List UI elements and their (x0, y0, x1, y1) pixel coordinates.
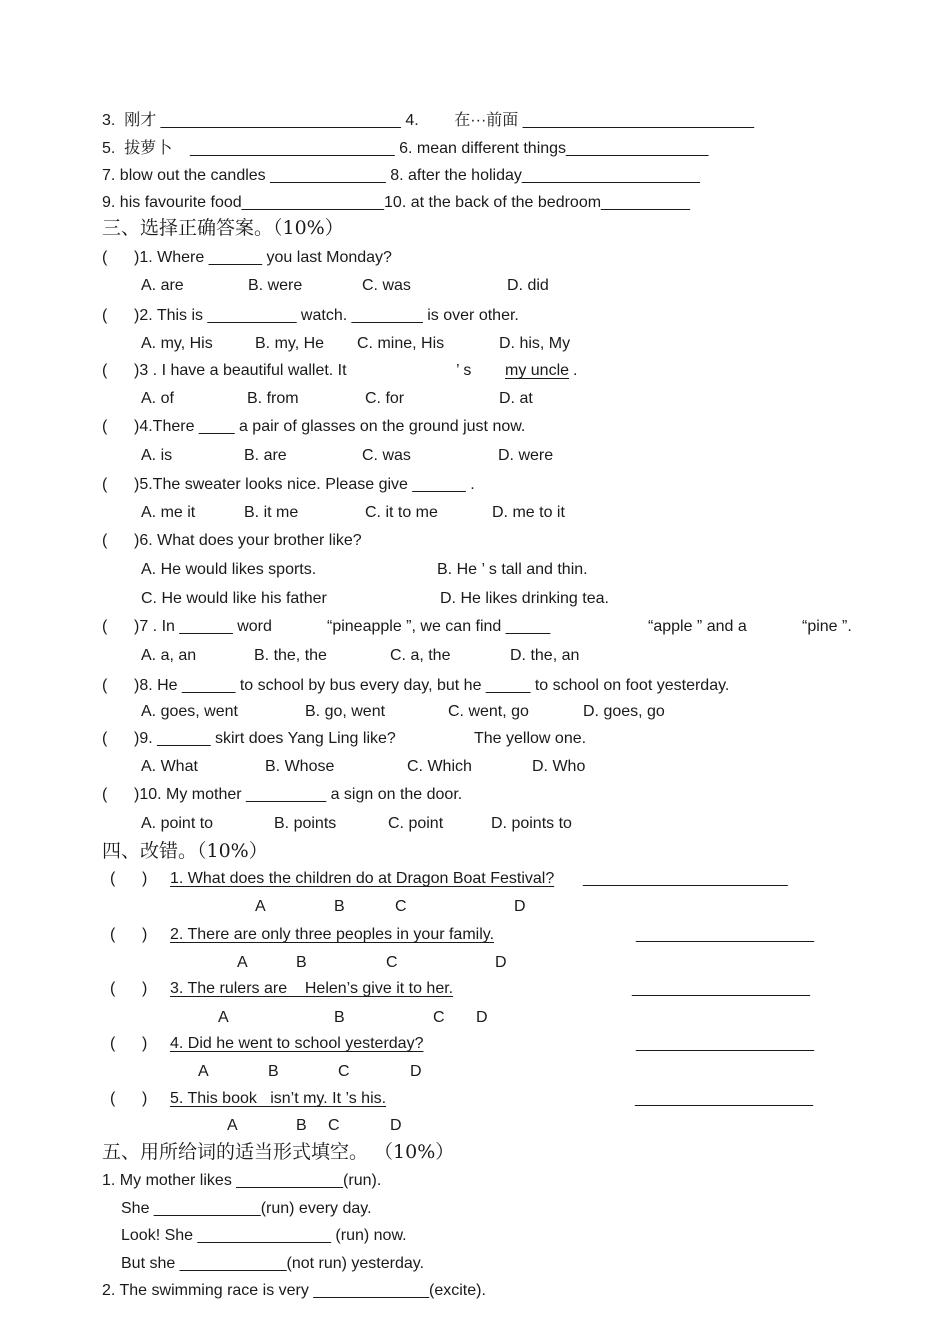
q8-option-c: C. went, go (448, 703, 529, 720)
vocab-line-3-4: 3. 刚才 ___________________________ 4. 在···前面 __________________________ (102, 112, 755, 129)
q9-option-d: D. Who (532, 758, 586, 775)
err1-letter-a: A (255, 898, 266, 915)
err5-letter-d: D (390, 1117, 402, 1134)
q9-stem-extra: The yellow one. (474, 730, 587, 747)
q7-stem-part4: “pine ”. (802, 618, 852, 635)
err5-letter-a: A (227, 1117, 238, 1134)
err3-answer-blank: ____________________ (632, 980, 810, 997)
q9-option-c: C. Which (407, 758, 472, 775)
err4-answer-blank: ____________________ (636, 1035, 814, 1052)
err5-letter-b: B (296, 1117, 307, 1134)
err1-sentence: 1. What does the children do at Dragon Boat Festival? (170, 870, 555, 887)
err4-paren: ( ) (110, 1035, 148, 1052)
q8-stem: ( )8. He ______ to school by bus every day, but he _____ to school on foot yesterday. (102, 677, 730, 694)
q7-stem-part1: ( )7 . In ______ word (102, 618, 272, 635)
q3-stem-prefix: ( )3 . I have a beautiful wallet. It (102, 362, 347, 379)
fill-line-3: Look! She _______________ (run) now. (121, 1227, 407, 1244)
vocab-line-9-10: 9. his favourite food________________10. at the back of the bedroom__________ (102, 194, 691, 211)
err5-sentence: 5. This book isn’t my. It ’s his. (170, 1090, 387, 1107)
q1-option-a: A. are (141, 277, 184, 294)
err3-letter-c: C (433, 1009, 445, 1026)
q7-stem-part2: “pineapple ”, we can find _____ (327, 618, 551, 635)
q2-stem: ( )2. This is __________ watch. ________ is over other. (102, 307, 519, 324)
q5-option-b: B. it me (244, 504, 299, 521)
q4-option-c: C. was (362, 447, 411, 464)
err3-letter-d: D (476, 1009, 488, 1026)
fill-line-1: 1. My mother likes ____________(run). (102, 1172, 382, 1189)
q8-option-a: A. goes, went (141, 703, 238, 720)
err2-answer-blank: ____________________ (636, 926, 814, 943)
q3-option-c: C. for (365, 390, 405, 407)
err3-letter-a: A (218, 1009, 229, 1026)
q6-stem: ( )6. What does your brother like? (102, 532, 362, 549)
err5-letter-c: C (328, 1117, 340, 1134)
err1-letter-d: D (514, 898, 526, 915)
q2-option-d: D. his, My (499, 335, 571, 352)
err1-paren: ( ) (110, 870, 148, 887)
q10-option-d: D. points to (491, 815, 572, 832)
q7-stem-part3: “apple ” and a (648, 618, 747, 635)
q6-option-d: D. He likes drinking tea. (440, 590, 609, 607)
fill-line-4: But she ____________(not run) yesterday. (121, 1255, 425, 1272)
q3-option-a: A. of (141, 390, 174, 407)
err2-letter-b: B (296, 954, 307, 971)
err5-answer-blank: ____________________ (635, 1090, 813, 1107)
q7-option-a: A. a, an (141, 647, 197, 664)
q5-stem: ( )5.The sweater looks nice. Please give ______ . (102, 476, 475, 493)
q8-option-b: B. go, went (305, 703, 386, 720)
section3-heading: 三、选择正确答案。（10%） (102, 217, 344, 239)
q3-stem-mid: ’ s (456, 362, 472, 379)
err5-paren: ( ) (110, 1090, 148, 1107)
err4-letter-a: A (198, 1063, 209, 1080)
err3-paren: ( ) (110, 980, 148, 997)
vocab-line-7-8: 7. blow out the candles _____________ 8. after the holiday____________________ (102, 167, 700, 184)
fill-line-5: 2. The swimming race is very _____________(excite). (102, 1282, 486, 1299)
q5-option-c: C. it to me (365, 504, 438, 521)
err3-sentence: 3. The rulers are Helen’s give it to her. (170, 980, 454, 997)
fill-line-2: She ____________(run) every day. (121, 1200, 372, 1217)
q7-option-b: B. the, the (254, 647, 327, 664)
q6-option-a: A. He would likes sports. (141, 561, 317, 578)
q10-option-c: C. point (388, 815, 444, 832)
section5-heading: 五、用所给词的适当形式填空。 （10%） (102, 1141, 455, 1163)
q5-option-d: D. me to it (492, 504, 565, 521)
q9-option-b: B. Whose (265, 758, 335, 775)
err2-letter-a: A (237, 954, 248, 971)
err4-letter-d: D (410, 1063, 422, 1080)
q3-stem-end: . (573, 362, 578, 379)
q7-option-c: C. a, the (390, 647, 451, 664)
q5-option-a: A. me it (141, 504, 196, 521)
q10-stem: ( )10. My mother _________ a sign on the door. (102, 786, 463, 803)
err1-answer-blank: _______________________ (583, 870, 788, 887)
q7-option-d: D. the, an (510, 647, 580, 664)
q2-option-c: C. mine, His (357, 335, 445, 352)
q9-stem: ( )9. ______ skirt does Yang Ling like? (102, 730, 396, 747)
q4-option-d: D. were (498, 447, 554, 464)
section4-heading: 四、改错。（10%） (102, 840, 268, 862)
err2-sentence: 2. There are only three peoples in your family. (170, 926, 495, 943)
q1-option-b: B. were (248, 277, 303, 294)
q3-option-d: D. at (499, 390, 533, 407)
q4-stem: ( )4.There ____ a pair of glasses on the ground just now. (102, 418, 526, 435)
err2-letter-d: D (495, 954, 507, 971)
q3-stem-underlined: my uncle (505, 362, 570, 379)
err4-letter-c: C (338, 1063, 350, 1080)
q2-option-b: B. my, He (255, 335, 325, 352)
q10-option-a: A. point to (141, 815, 214, 832)
q4-option-b: B. are (244, 447, 287, 464)
q6-option-b: B. He ’ s tall and thin. (437, 561, 588, 578)
vocab-line-5-6: 5. 拔萝卜 _______________________ 6. mean different things________________ (102, 140, 709, 157)
err1-letter-c: C (395, 898, 407, 915)
err3-letter-b: B (334, 1009, 345, 1026)
err2-paren: ( ) (110, 926, 148, 943)
q3-option-b: B. from (247, 390, 299, 407)
err2-letter-c: C (386, 954, 398, 971)
q2-option-a: A. my, His (141, 335, 213, 352)
q1-option-c: C. was (362, 277, 411, 294)
q10-option-b: B. points (274, 815, 337, 832)
q4-option-a: A. is (141, 447, 173, 464)
q9-option-a: A. What (141, 758, 198, 775)
err1-letter-b: B (334, 898, 345, 915)
err4-sentence: 4. Did he went to school yesterday? (170, 1035, 424, 1052)
q6-option-c: C. He would like his father (141, 590, 327, 607)
err4-letter-b: B (268, 1063, 279, 1080)
q1-option-d: D. did (507, 277, 549, 294)
q1-stem: ( )1. Where ______ you last Monday? (102, 249, 392, 266)
q8-option-d: D. goes, go (583, 703, 665, 720)
